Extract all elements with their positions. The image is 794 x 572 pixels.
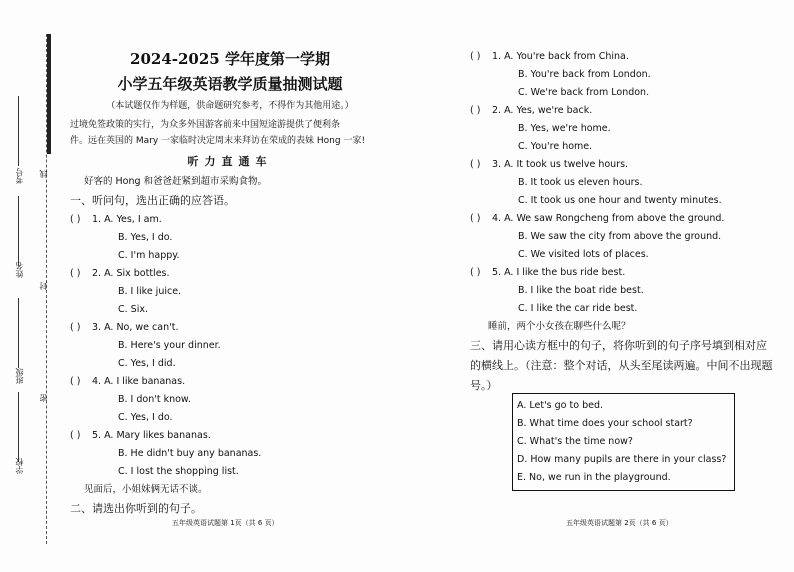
answer-blank[interactable]: ( ) xyxy=(470,267,481,278)
question-r2 xyxy=(470,102,790,156)
question-2 xyxy=(70,265,390,319)
option-c: C. We visited lots of places. xyxy=(518,249,649,260)
scene-lead: 好客的 Hong 和爸爸赶紧到超市采购食物。 xyxy=(84,176,268,187)
page-2-footer: 五年级英语试题第 2页（共 6 页） xyxy=(566,519,673,527)
option-a: 5. A. I like the bus ride best. xyxy=(492,267,626,278)
left-column xyxy=(70,48,390,519)
box-sentence-d: D. How many pupils are there in your class? xyxy=(517,454,727,465)
name-line xyxy=(18,196,19,266)
box-sentence-e: E. No, we run in the playground. xyxy=(517,472,671,483)
option-a: 5. A. Mary likes bananas. xyxy=(92,430,211,441)
question-1 xyxy=(70,211,390,265)
option-c: C. I like the car ride best. xyxy=(518,303,638,314)
exam-title: 小学五年级英语教学质量抽测试题 xyxy=(117,75,343,93)
option-c: C. We're back from London. xyxy=(518,87,650,98)
option-b: B. We saw the city from above the ground. xyxy=(518,231,722,242)
option-a: 1. A. Yes, I am. xyxy=(92,214,162,225)
option-a: 4. A. I like bananas. xyxy=(92,376,186,387)
bedtime-text: 睡前，两个小女孩在聊些什么呢？ xyxy=(488,321,631,332)
option-c: C. Yes, I did. xyxy=(118,358,176,369)
question-r1 xyxy=(470,48,790,102)
intro-line-2: 件。远在英国的 Mary 一家临时决定周末来拜访在荣成的表妹 Hong 一家! xyxy=(70,136,366,146)
option-b: B. Yes, we're home. xyxy=(518,123,611,134)
section-3-heading-line-3: 号。） xyxy=(470,379,498,392)
exam-number-line xyxy=(18,96,19,166)
box-sentence-a: A. Let's go to bed. xyxy=(517,400,603,411)
class-label: 班级 xyxy=(15,368,24,384)
name-label: 姓名 xyxy=(15,262,24,278)
school-line xyxy=(18,392,19,462)
answer-blank[interactable]: ( ) xyxy=(70,322,81,333)
answer-blank[interactable]: ( ) xyxy=(470,159,481,170)
answer-blank[interactable]: ( ) xyxy=(470,51,481,62)
question-r5 xyxy=(470,264,790,318)
right-column xyxy=(470,48,790,396)
option-b: B. Here's your dinner. xyxy=(118,340,221,351)
option-b: B. I like juice. xyxy=(118,286,182,297)
option-a: 3. A. No, we can't. xyxy=(92,322,179,333)
page-1-footer: 五年级英语试题第 1页（共 6 页） xyxy=(172,519,279,527)
answer-blank[interactable]: ( ) xyxy=(70,268,81,279)
school-label: 学校 xyxy=(15,458,24,474)
option-a: 2. A. Yes, we're back. xyxy=(492,105,593,116)
seal-char-secret: 密 xyxy=(39,394,48,402)
after-meeting-text: 见面后，小姐妹俩无话不谈。 xyxy=(84,484,208,495)
answer-blank[interactable]: ( ) xyxy=(470,105,481,116)
option-c: C. I lost the shopping list. xyxy=(118,466,239,477)
sentence-box xyxy=(512,393,735,491)
option-a: 3. A. It took us twelve hours. xyxy=(492,159,629,170)
answer-blank[interactable]: ( ) xyxy=(70,214,81,225)
question-r3 xyxy=(470,156,790,210)
option-b: B. You're back from London. xyxy=(518,69,651,80)
answer-blank[interactable]: ( ) xyxy=(70,376,81,387)
listening-subtitle: 听力直通车 xyxy=(187,155,273,168)
option-c: C. Yes, I do. xyxy=(118,412,173,423)
option-a: 2. A. Six bottles. xyxy=(92,268,170,279)
option-b: B. He didn't buy any bananas. xyxy=(118,448,262,459)
option-a: 1. A. You're back from China. xyxy=(492,51,629,62)
intro-line-1: 过境免签政策的实行，为众多外国游客前来中国短途游提供了便利条 xyxy=(70,120,341,130)
section-3-heading-line-2: 的横线上。（注意：整个对话，从头至尾读两遍。中间不出现题 xyxy=(470,359,773,372)
option-c: C. Six. xyxy=(118,304,148,315)
option-b: B. I like the boat ride best. xyxy=(518,285,644,296)
exam-number-label: 考号 xyxy=(15,168,24,184)
exam-year-title: 2024-2025 学年度第一学期 xyxy=(130,50,330,68)
option-a: 4. A. We saw Rongcheng from above the ground. xyxy=(492,213,725,224)
answer-blank[interactable]: ( ) xyxy=(70,430,81,441)
exam-note: （本试题仅作为样题，供命题研究参考，不得作为其他用途。） xyxy=(106,101,354,111)
section-3-heading-line-1: 三、请用心读方框中的句子，将你听到的句子序号填到相对应 xyxy=(470,339,767,352)
box-sentence-c: C. What's the time now? xyxy=(517,436,633,447)
question-4 xyxy=(70,373,390,427)
section-1-heading: 一、听问句，选出正确的应答语。 xyxy=(70,194,235,207)
option-c: C. I'm happy. xyxy=(118,250,180,261)
section-2-heading: 二、请选出你听到的句子。 xyxy=(70,502,202,515)
seal-char-line: 线 xyxy=(39,170,48,178)
option-c: C. You're home. xyxy=(518,141,593,152)
option-c: C. It took us one hour and twenty minutes. xyxy=(518,195,722,206)
class-line xyxy=(18,298,19,368)
answer-blank[interactable]: ( ) xyxy=(470,213,481,224)
option-b: B. It took us eleven hours. xyxy=(518,177,643,188)
box-sentence-b: B. What time does your school start? xyxy=(517,418,693,429)
option-b: B. Yes, I do. xyxy=(118,232,173,243)
question-5 xyxy=(70,427,390,481)
seal-char-seal: 封 xyxy=(39,282,48,290)
question-3 xyxy=(70,319,390,373)
question-r4 xyxy=(470,210,790,264)
option-b: B. I don't know. xyxy=(118,394,191,405)
binding-black-bar xyxy=(47,34,51,154)
